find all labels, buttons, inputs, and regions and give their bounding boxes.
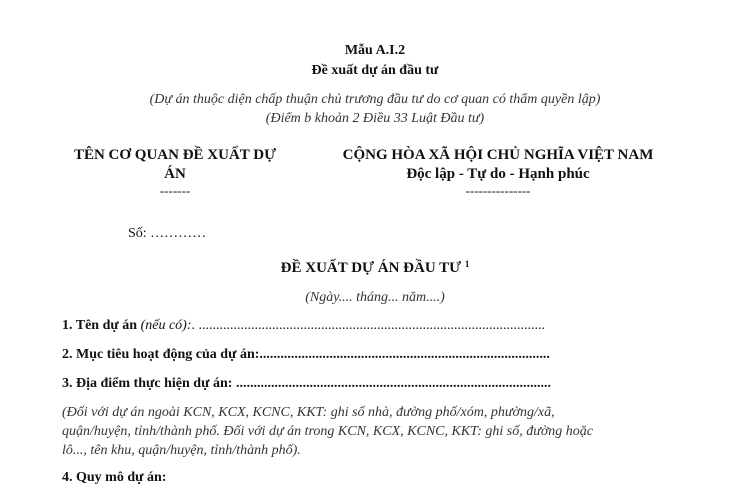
applicability-note: (Dự án thuộc diện chấp thuận chủ trương đầu tư do cơ quan có thẩm quyền lập) — [149, 92, 601, 107]
item2-label: 2. Mục tiêu hoạt động của dự án: — [62, 347, 260, 362]
document-number: Số: ………… — [128, 226, 207, 241]
location-note-line3: lô..., tên khu, quận/huyện, tỉnh/thành phố). — [62, 443, 301, 458]
agency-divider: ------- — [159, 183, 191, 198]
agency-block — [60, 147, 290, 199]
item3-label: 3. Địa điểm thực hiện dự án: — [62, 376, 236, 391]
location-note-line2: quận/huyện, tỉnh/thành phố. Đối với dự án trong KCN, KCX, KCNC, KKT: ghi số, đường hoặc — [62, 424, 594, 439]
item2-fill: ................................................................................... — [259, 347, 550, 362]
agency-name-line2: ÁN — [164, 166, 186, 182]
item1-label: 1. Tên dự án — [62, 318, 138, 333]
item-project-name — [62, 318, 545, 334]
date-line: (Ngày.... tháng... năm....) — [305, 290, 445, 305]
national-motto: Độc lập - Tự do - Hạnh phúc — [406, 166, 590, 182]
item-scale: 4. Quy mô dự án: — [62, 470, 167, 485]
document-title: ĐỀ XUẤT DỰ ÁN ĐẦU TƯ — [280, 260, 462, 276]
location-note — [62, 403, 687, 460]
document-title-row — [0, 260, 750, 277]
location-note-line1: (Đối với dự án ngoài KCN, KCX, KCNC, KKT: ghi số nhà, đường phố/xóm, phường/xã, — [62, 405, 555, 420]
item1-hint: (nếu có): — [137, 318, 192, 333]
national-divider: --------------- — [465, 183, 531, 198]
title-footnote-marker: 1 — [464, 259, 470, 269]
form-code: Mẫu A.I.2 — [344, 43, 406, 58]
item1-fill: . ................................................................................................... — [191, 318, 545, 333]
national-block — [318, 147, 678, 199]
item3-fill: .......................................................................................... — [235, 376, 551, 391]
agency-name-line1: TÊN CƠ QUAN ĐỀ XUẤT DỰ — [73, 147, 277, 163]
item-objectives — [62, 347, 550, 363]
item-location — [62, 376, 551, 392]
form-title: Đề xuất dự án đầu tư — [311, 63, 439, 78]
national-title: CỘNG HÒA XÃ HỘI CHỦ NGHĨA VIỆT NAM — [342, 147, 654, 163]
legal-basis-note: (Điểm b khoản 2 Điều 33 Luật Đầu tư) — [265, 111, 485, 126]
